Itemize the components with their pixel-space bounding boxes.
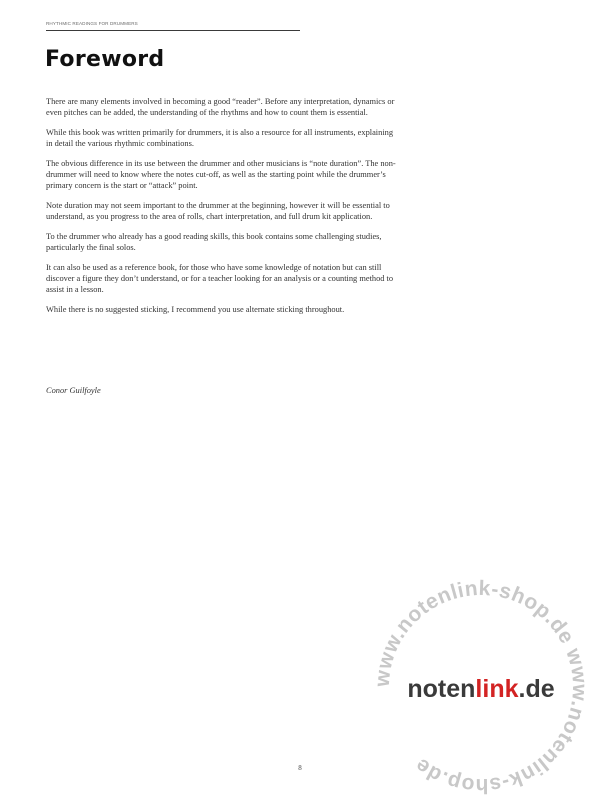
paragraph: It can also be used as a reference book, for those who have some knowledge of notation but can still discover a figure they don’t understand, or for a teacher looking for an analysis or a counting method to assist in a lesson. — [46, 262, 394, 295]
running-header: RHYTHMIC READINGS FOR DRUMMERS — [46, 21, 138, 26]
paragraph: To the drummer who already has a good reading skills, this book contains some challenging studies, particularly the final solos. — [46, 231, 382, 253]
logo-part-de: .de — [518, 675, 555, 703]
paragraph: Note duration may not seem important to the drummer at the beginning, however it will be essential to understand, as you progress to the area of rolls, chart interpretation, and full drum kit application. — [46, 200, 390, 222]
watermark-stamp — [366, 572, 596, 802]
watermark-ring-text: www.notenlink-shop.de www.notenlink-shop.de — [370, 576, 592, 798]
paragraph: There are many elements involved in becoming a good “reader”. Before any interpretation, dynamics or even pitches can be added, the understanding of the rhythms and how to count them is essential. — [46, 97, 395, 118]
logo-part-link: link — [475, 675, 519, 703]
page-number: 8 — [298, 764, 302, 772]
page-title: Foreword — [45, 47, 165, 72]
paragraph: While there is no suggested sticking, I recommend you use alternate sticking throughout. — [46, 304, 345, 314]
foreword-body — [46, 96, 398, 324]
paragraph: The obvious difference in its use between the drummer and other musicians is “note duration”. The non-drummer will need to know where the notes cut-off, as well as the starting point while the drummer’s primary concern is the start or “attack” point. — [46, 158, 396, 191]
watermark-logo — [407, 675, 554, 703]
author-signature: Conor Guilfoyle — [46, 386, 101, 395]
logo-part-noten: noten — [407, 675, 476, 703]
header-rule — [46, 30, 300, 31]
paragraph: While this book was written primarily for drummers, it is also a resource for all instruments, explaining in detail the various rhythmic combinations. — [46, 127, 394, 149]
